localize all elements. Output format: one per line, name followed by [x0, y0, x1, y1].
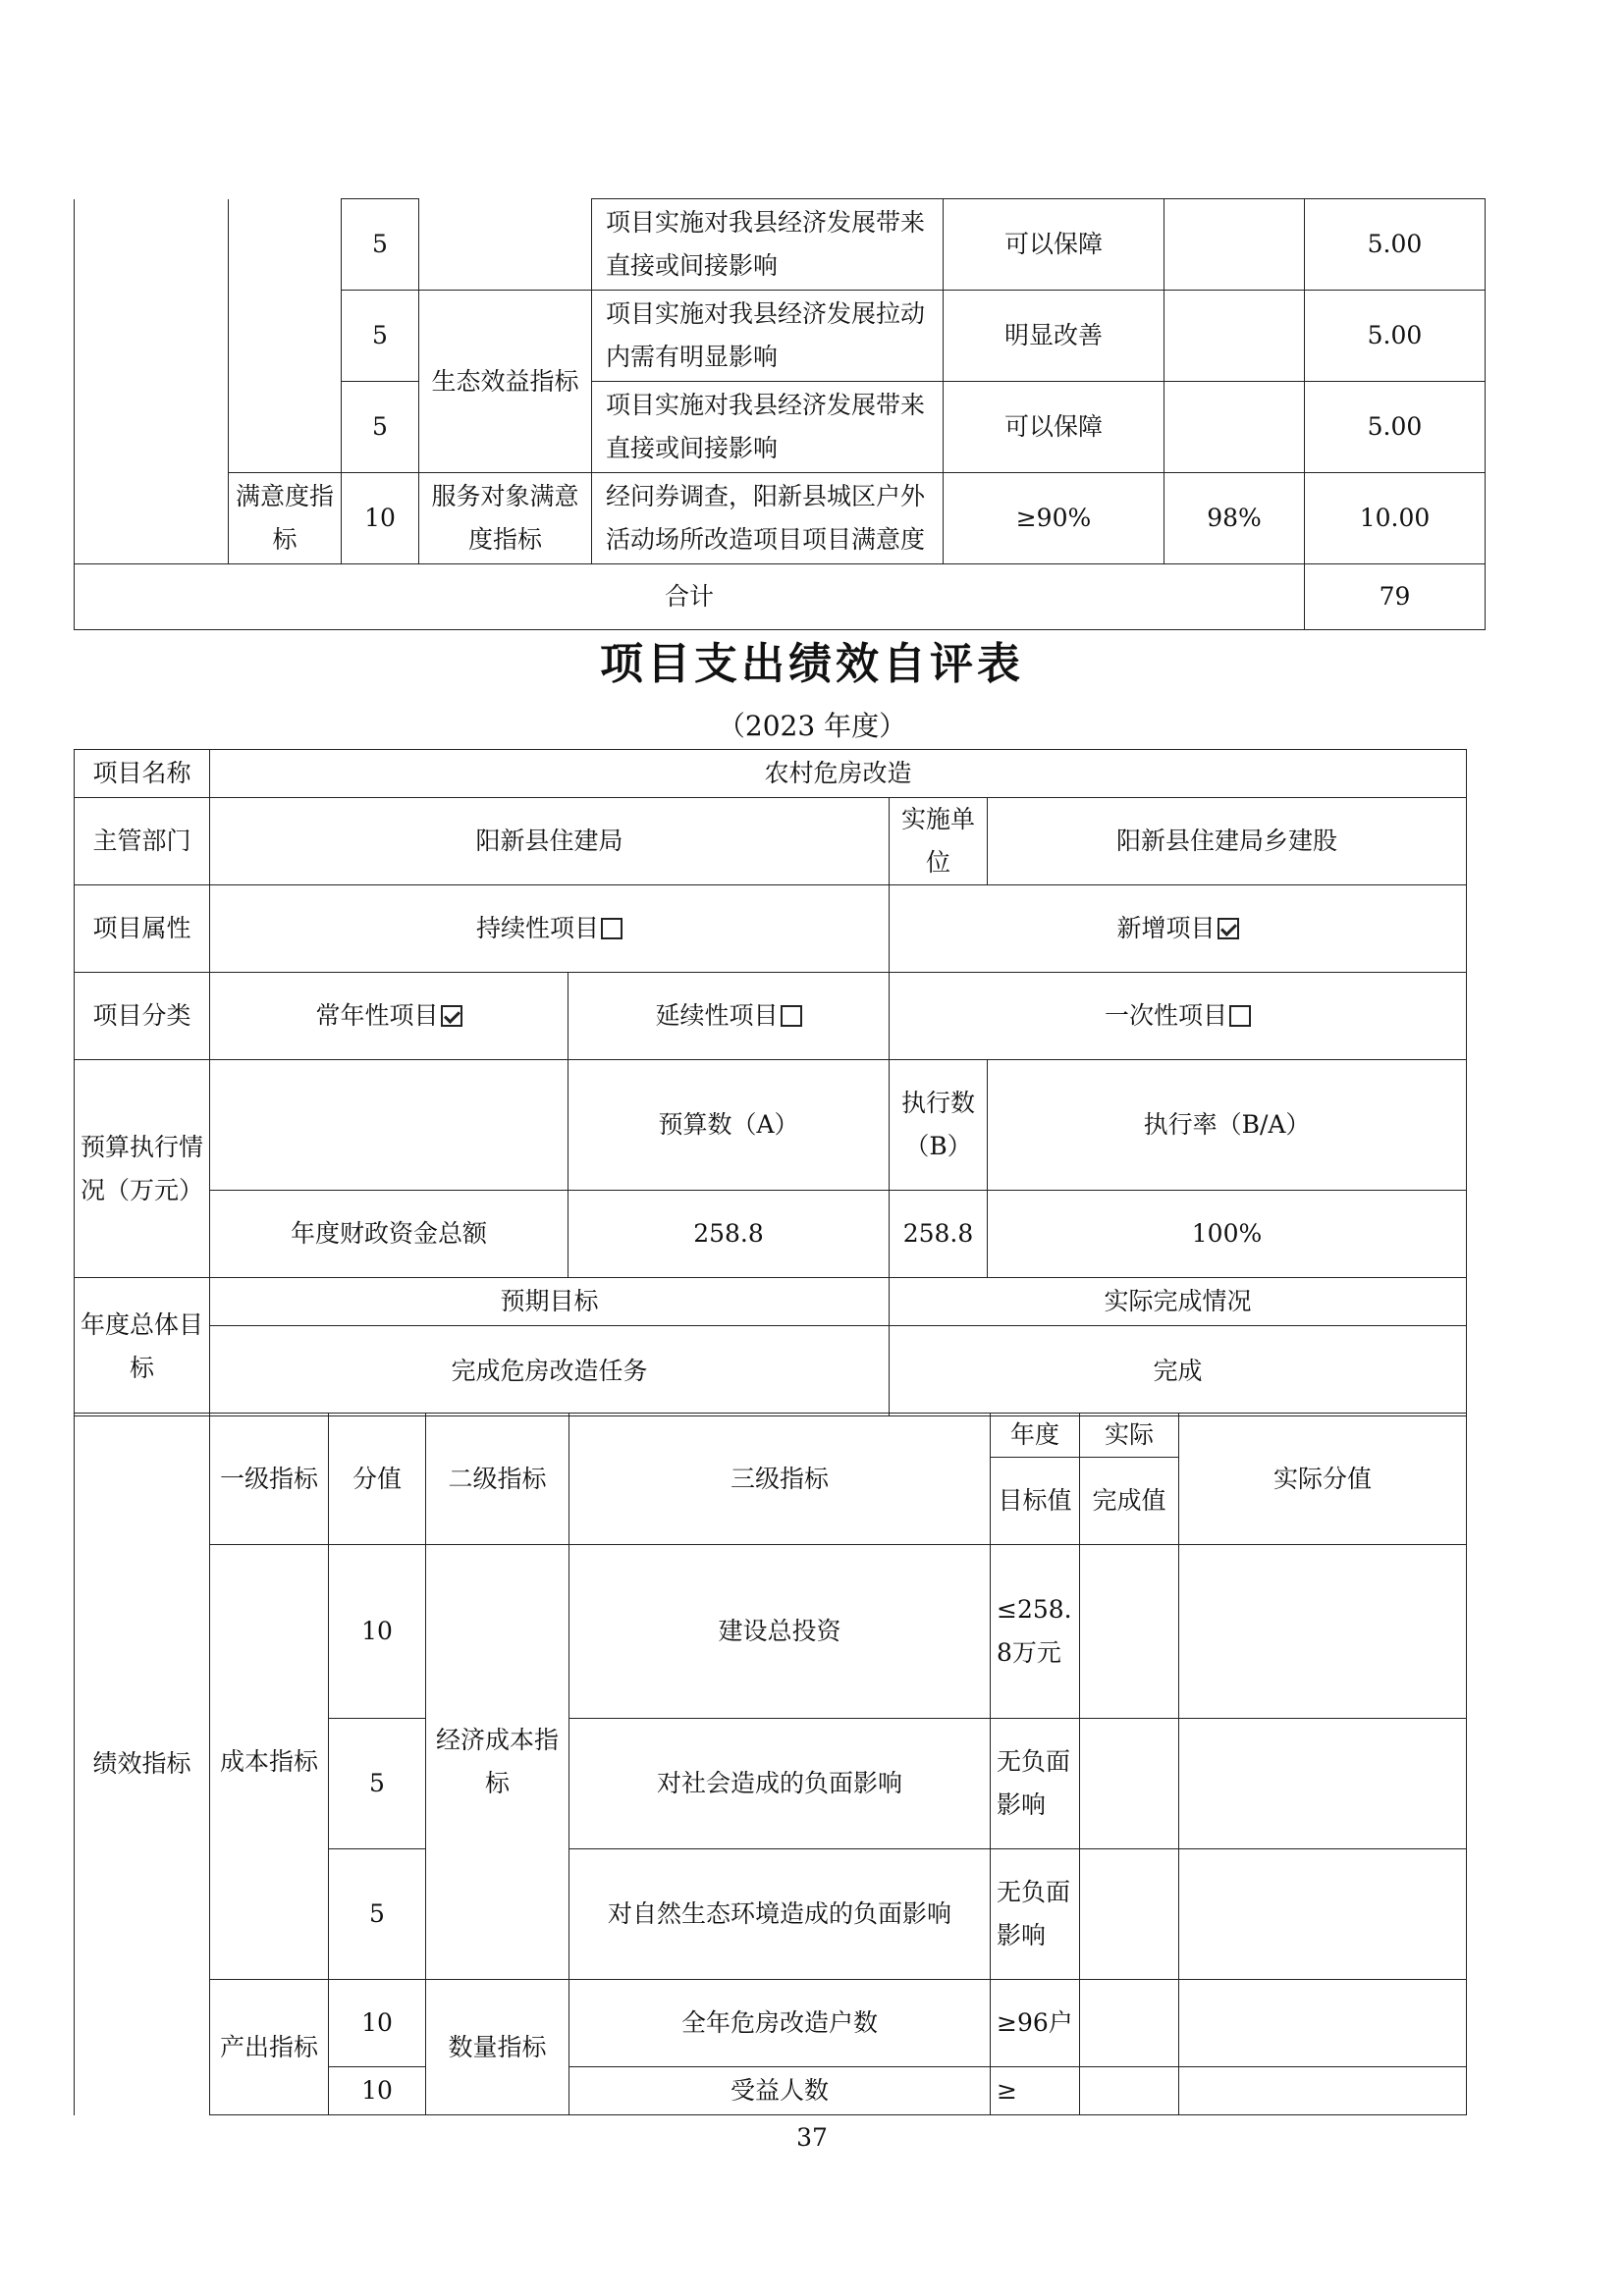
blank-cell [75, 199, 229, 564]
satisfaction-target: ≥90% [944, 473, 1164, 564]
score-cell: 5 [329, 1719, 426, 1849]
header-level1: 一级指标 [210, 1414, 329, 1545]
budget-label: 预算执行情况（万元） [75, 1060, 210, 1278]
points-cell [1179, 1719, 1467, 1849]
attr-continuous: 持续性项目 [210, 885, 890, 973]
year-subtitle: （2023 年度） [717, 710, 907, 742]
page-number: 37 [796, 2123, 828, 2152]
fund-a: 258.8 [568, 1191, 890, 1278]
satisfaction-points: 10.00 [1305, 473, 1486, 564]
satisfaction-level1: 满意度指标 [229, 473, 342, 564]
score-cell: 10 [329, 1545, 426, 1719]
target-cell: ≥96户 [991, 1980, 1080, 2067]
level3-cell: 受益人数 [569, 2067, 991, 2115]
satisfaction-level2: 服务对象满意度指标 [419, 473, 592, 564]
impl-label: 实施单位 [890, 798, 988, 885]
perf-label: 绩效指标 [75, 1414, 210, 2115]
impl-value: 阳新县住建局乡建股 [988, 798, 1467, 885]
header-score: 分值 [329, 1414, 426, 1545]
budget-a-header: 预算数（A） [568, 1060, 890, 1191]
level3-cell: 全年危房改造户数 [569, 1980, 991, 2067]
goal-expected-label: 预期目标 [210, 1278, 890, 1326]
level3-cell: 项目实施对我县经济发展带来直接或间接影响 [592, 382, 944, 473]
cost-level1: 成本指标 [210, 1545, 329, 1980]
header-points: 实际分值 [1179, 1414, 1467, 1545]
output-level2: 数量指标 [426, 1980, 569, 2115]
header-level2: 二级指标 [426, 1414, 569, 1545]
fund-rate: 100% [988, 1191, 1467, 1278]
goal-actual: 完成 [890, 1326, 1467, 1416]
checkbox-icon [781, 1005, 802, 1027]
blank-cell [229, 199, 342, 473]
score-cell: 5 [342, 382, 419, 473]
header-actual-top: 实际 [1080, 1414, 1179, 1458]
points-cell [1179, 1545, 1467, 1719]
dept-label: 主管部门 [75, 798, 210, 885]
level2-cell [419, 199, 592, 291]
points-cell [1179, 1849, 1467, 1980]
target-cell: 无负面影响 [991, 1849, 1080, 1980]
goal-actual-label: 实际完成情况 [890, 1278, 1467, 1326]
level3-cell: 对自然生态环境造成的负面影响 [569, 1849, 991, 1980]
actual-cell [1080, 2067, 1179, 2115]
cat-once: 一次性项目 [890, 973, 1467, 1060]
output-level1: 产出指标 [210, 1980, 329, 2115]
eco-benefit-label: 生态效益指标 [419, 291, 592, 473]
points-cell: 5.00 [1305, 199, 1486, 291]
fund-label: 年度财政资金总额 [210, 1191, 568, 1278]
project-name-label: 项目名称 [75, 750, 210, 798]
checked-box-icon [441, 1005, 462, 1027]
performance-indicator-table [74, 1413, 1467, 2115]
blank-cell [210, 1060, 568, 1191]
actual-cell [1080, 1849, 1179, 1980]
checked-box-icon [1218, 918, 1239, 939]
cat-extended: 延续性项目 [568, 973, 890, 1060]
budget-b-header: 执行数（B） [890, 1060, 988, 1191]
checkbox-icon [1229, 1005, 1251, 1027]
goal-expected: 完成危房改造任务 [210, 1326, 890, 1416]
score-cell: 10 [342, 473, 419, 564]
cat-regular: 常年性项目 [210, 973, 568, 1060]
total-value: 79 [1305, 564, 1486, 630]
target-cell: 可以保障 [944, 382, 1164, 473]
project-info-table [74, 749, 1467, 1416]
target-cell: 无负面影响 [991, 1719, 1080, 1849]
level3-cell: 建设总投资 [569, 1545, 991, 1719]
level3-cell: 对社会造成的负面影响 [569, 1719, 991, 1849]
points-cell [1179, 2067, 1467, 2115]
header-target-top: 年度 [991, 1414, 1080, 1458]
level3-cell: 项目实施对我县经济发展拉动内需有明显影响 [592, 291, 944, 382]
score-cell: 5 [342, 291, 419, 382]
header-actual-bottom: 完成值 [1080, 1458, 1179, 1545]
attr-new: 新增项目 [890, 885, 1467, 973]
header-target-bottom: 目标值 [991, 1458, 1080, 1545]
goal-label: 年度总体目标 [75, 1278, 210, 1416]
actual-cell [1080, 1719, 1179, 1849]
score-cell: 10 [329, 1980, 426, 2067]
actual-cell [1080, 1545, 1179, 1719]
actual-cell [1080, 1980, 1179, 2067]
project-name-value: 农村危房改造 [210, 750, 1467, 798]
score-cell: 5 [329, 1849, 426, 1980]
target-cell: 可以保障 [944, 199, 1164, 291]
actual-cell [1164, 291, 1305, 382]
satisfaction-level3: 经问券调查，阳新县城区户外活动场所改造项目项目满意度 [592, 473, 944, 564]
page-title: 项目支出绩效自评表 [600, 639, 1024, 689]
total-label: 合计 [75, 564, 1305, 630]
satisfaction-actual: 98% [1164, 473, 1305, 564]
points-cell [1179, 1980, 1467, 2067]
target-cell: 明显改善 [944, 291, 1164, 382]
budget-rate-header: 执行率（B/A） [988, 1060, 1467, 1191]
score-cell: 5 [342, 199, 419, 291]
attr-label: 项目属性 [75, 885, 210, 973]
target-cell: ≤258.8万元 [991, 1545, 1080, 1719]
actual-cell [1164, 382, 1305, 473]
level3-cell: 项目实施对我县经济发展带来直接或间接影响 [592, 199, 944, 291]
header-level3: 三级指标 [569, 1414, 991, 1545]
fund-b: 258.8 [890, 1191, 988, 1278]
dept-value: 阳新县住建局 [210, 798, 890, 885]
points-cell: 5.00 [1305, 382, 1486, 473]
continued-performance-table [74, 198, 1486, 630]
checkbox-icon [601, 918, 623, 939]
target-cell: ≥ [991, 2067, 1080, 2115]
points-cell: 5.00 [1305, 291, 1486, 382]
category-label: 项目分类 [75, 973, 210, 1060]
actual-cell [1164, 199, 1305, 291]
score-cell: 10 [329, 2067, 426, 2115]
cost-level2: 经济成本指标 [426, 1545, 569, 1980]
